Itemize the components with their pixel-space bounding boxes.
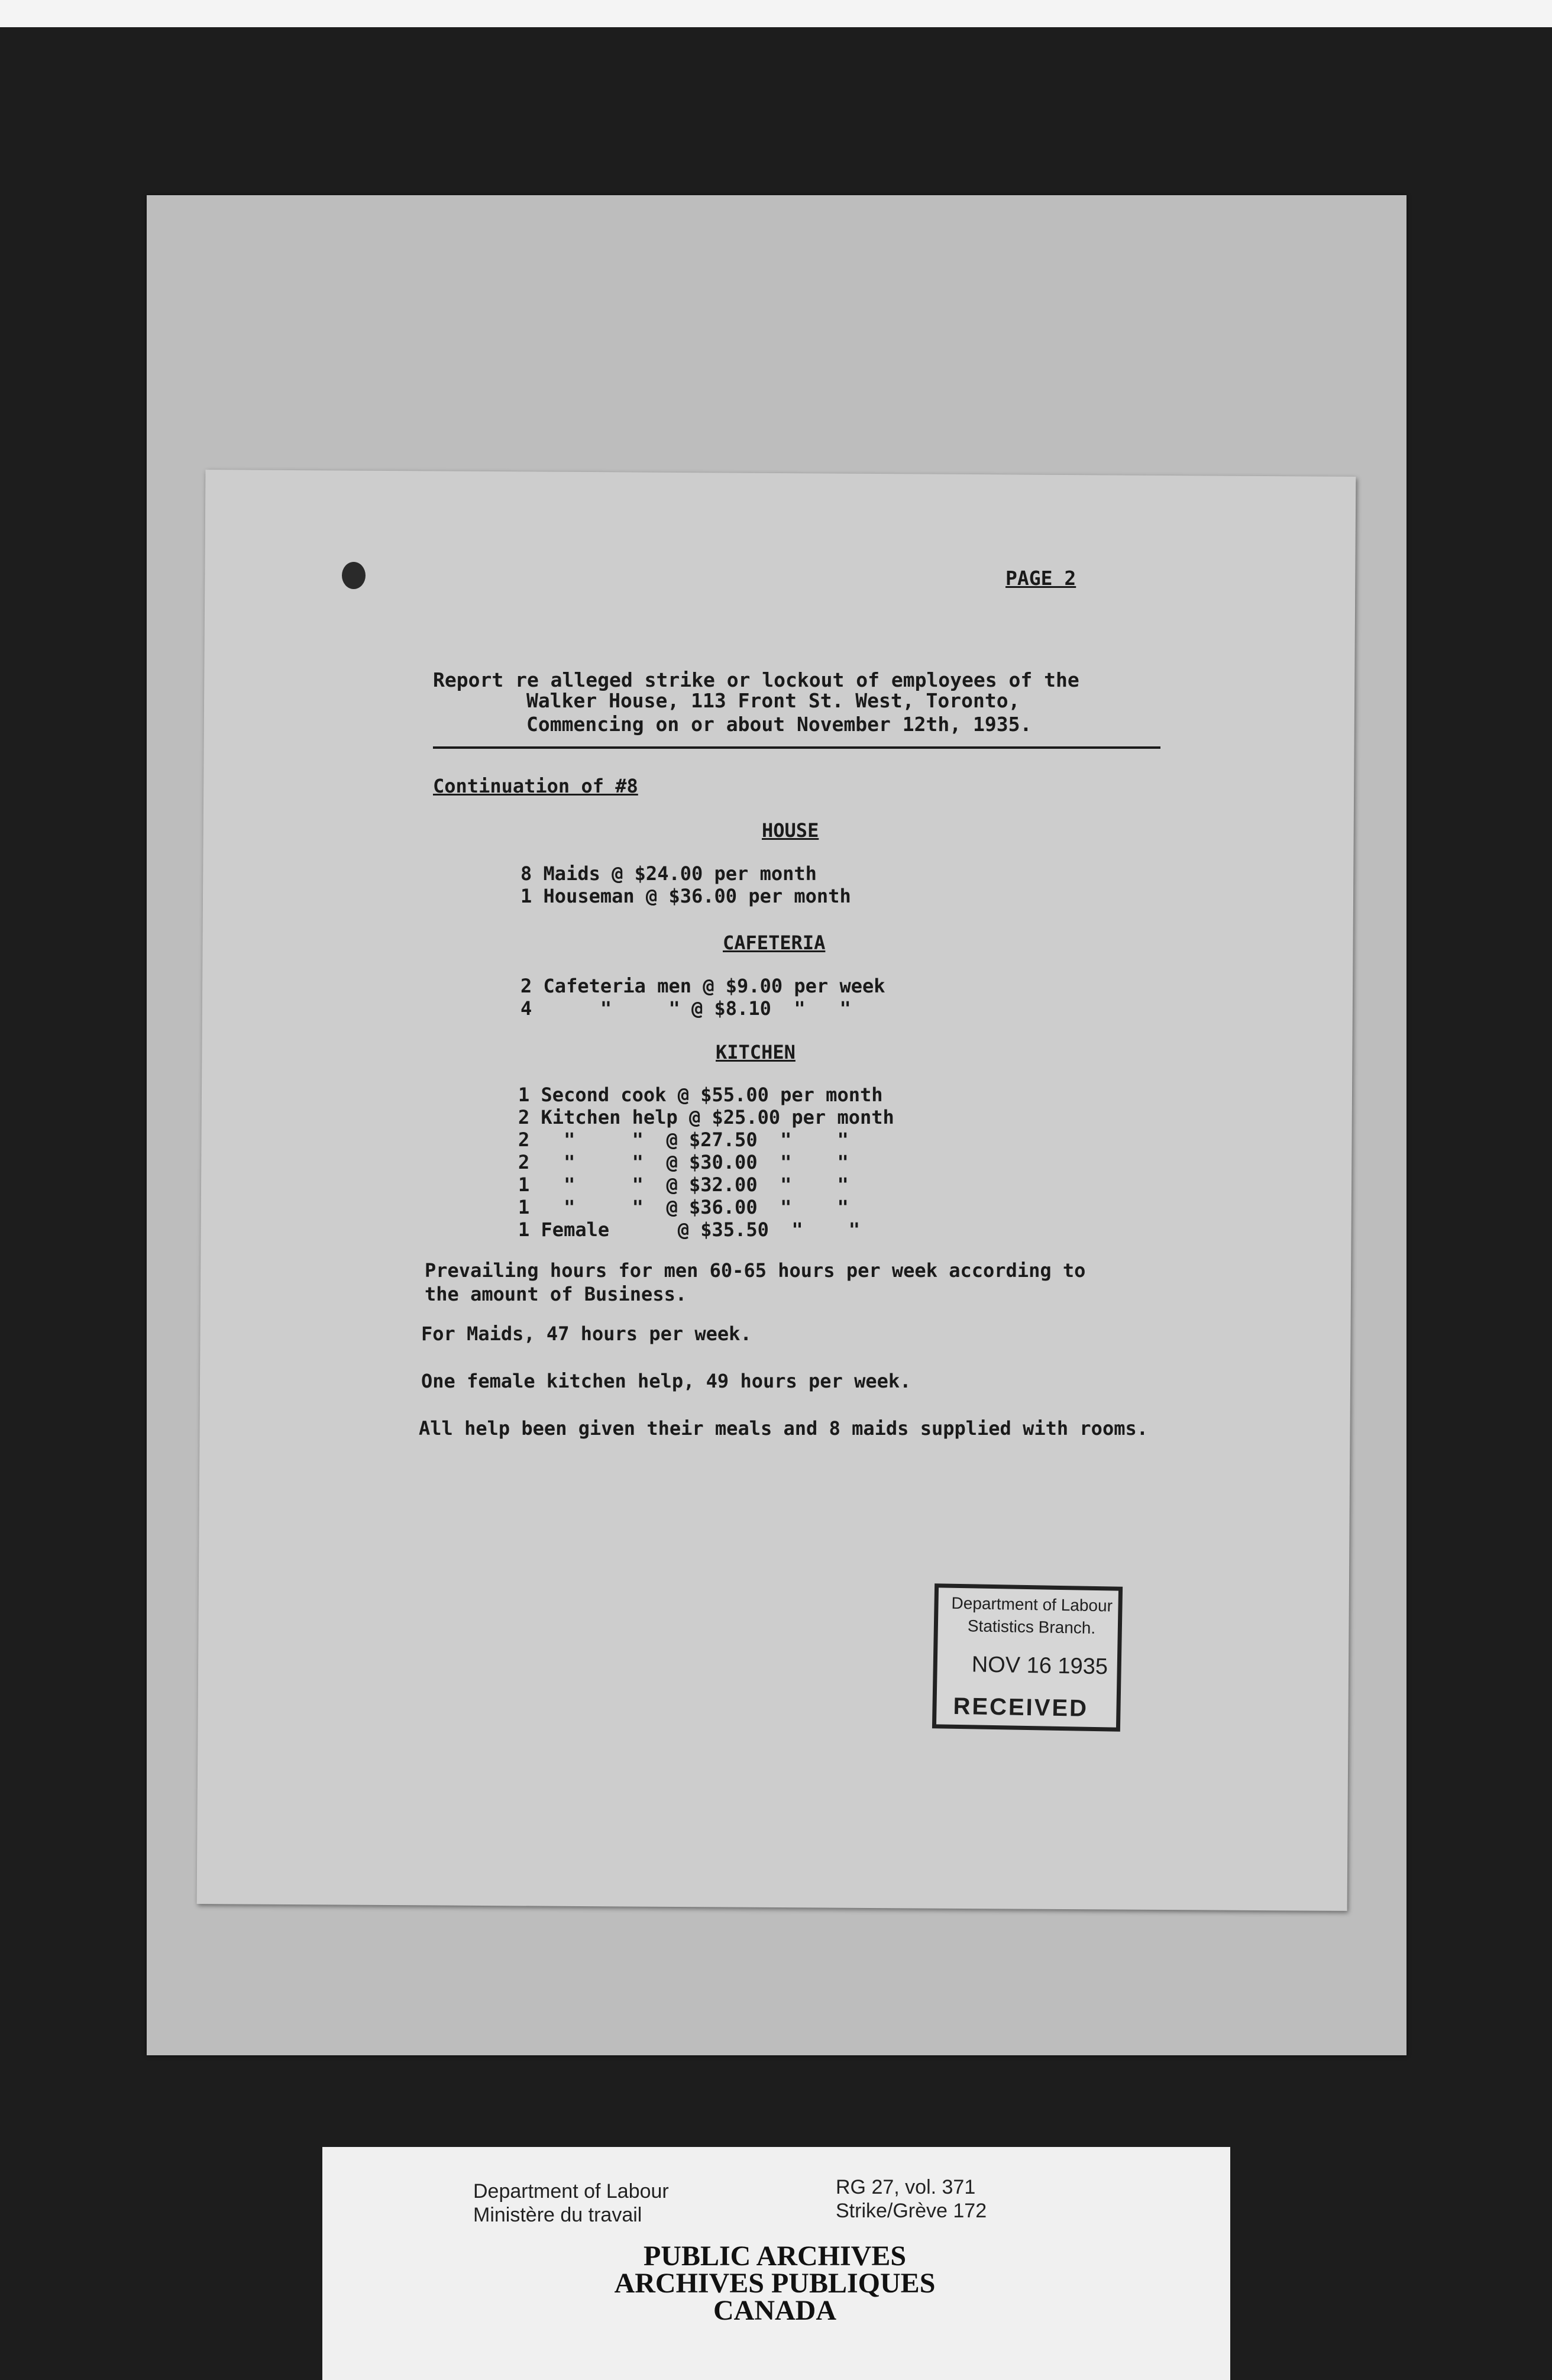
section-title-house: HOUSE (762, 819, 819, 842)
top-margin (0, 0, 1552, 27)
page-number: PAGE 2 (1005, 567, 1076, 590)
kitchen-row: 2 " " @ $30.00 " " (518, 1151, 849, 1173)
label-canada: CANADA (713, 2295, 836, 2326)
kitchen-row: 2 " " @ $27.50 " " (518, 1128, 849, 1151)
cafeteria-row: 2 Cafeteria men @ $9.00 per week (520, 975, 885, 997)
label-ref-strike: Strike/Grève 172 (836, 2200, 987, 2222)
label-dept-en: Department of Labour (473, 2180, 669, 2203)
stamp-date: NOV 16 1935 (971, 1652, 1108, 1680)
kitchen-row: 1 Second cook @ $55.00 per month (518, 1084, 883, 1106)
stamp-branch: Statistics Branch. (967, 1616, 1096, 1638)
report-header-line-2: Walker House, 113 Front St. West, Toronto, (526, 689, 1020, 712)
kitchen-row: 1 " " @ $32.00 " " (518, 1173, 849, 1196)
punch-hole (342, 562, 366, 589)
label-ref-volume: RG 27, vol. 371 (836, 2176, 976, 2198)
label-archives-publiques: ARCHIVES PUBLIQUES (614, 2268, 936, 2299)
paragraph-maids-hours: For Maids, 47 hours per week. (421, 1322, 752, 1345)
label-public-archives: PUBLIC ARCHIVES (643, 2240, 907, 2272)
received-stamp (932, 1583, 1123, 1732)
stamp-department: Department of Labour (951, 1593, 1113, 1615)
report-header-line-1: Report re alleged strike or lockout of employees of the (433, 668, 1079, 691)
kitchen-row: 1 " " @ $36.00 " " (518, 1196, 849, 1218)
house-row: 1 Houseman @ $36.00 per month (520, 885, 851, 907)
continuation-label: Continuation of #8 (433, 775, 638, 797)
kitchen-row: 1 Female @ $35.50 " " (518, 1218, 860, 1241)
house-row: 8 Maids @ $24.00 per month (520, 862, 817, 885)
section-title-cafeteria: CAFETERIA (723, 932, 826, 954)
label-dept-fr: Ministère du travail (473, 2204, 642, 2226)
header-divider (433, 746, 1160, 749)
paragraph-female-kitchen-hours: One female kitchen help, 49 hours per week. (421, 1370, 911, 1392)
paragraph-meals-rooms: All help been given their meals and 8 maids supplied with rooms. (419, 1417, 1148, 1440)
cafeteria-row: 4 " " @ $8.10 " " (520, 997, 851, 1020)
section-title-kitchen: KITCHEN (716, 1041, 796, 1063)
paragraph-prevailing-hours: Prevailing hours for men 60-65 hours per week according to the amount of Business. (425, 1259, 1086, 1305)
report-header-line-3: Commencing on or about November 12th, 1935. (526, 713, 1032, 736)
stamp-status: RECEIVED (953, 1693, 1089, 1722)
kitchen-row: 2 Kitchen help @ $25.00 per month (518, 1106, 894, 1128)
